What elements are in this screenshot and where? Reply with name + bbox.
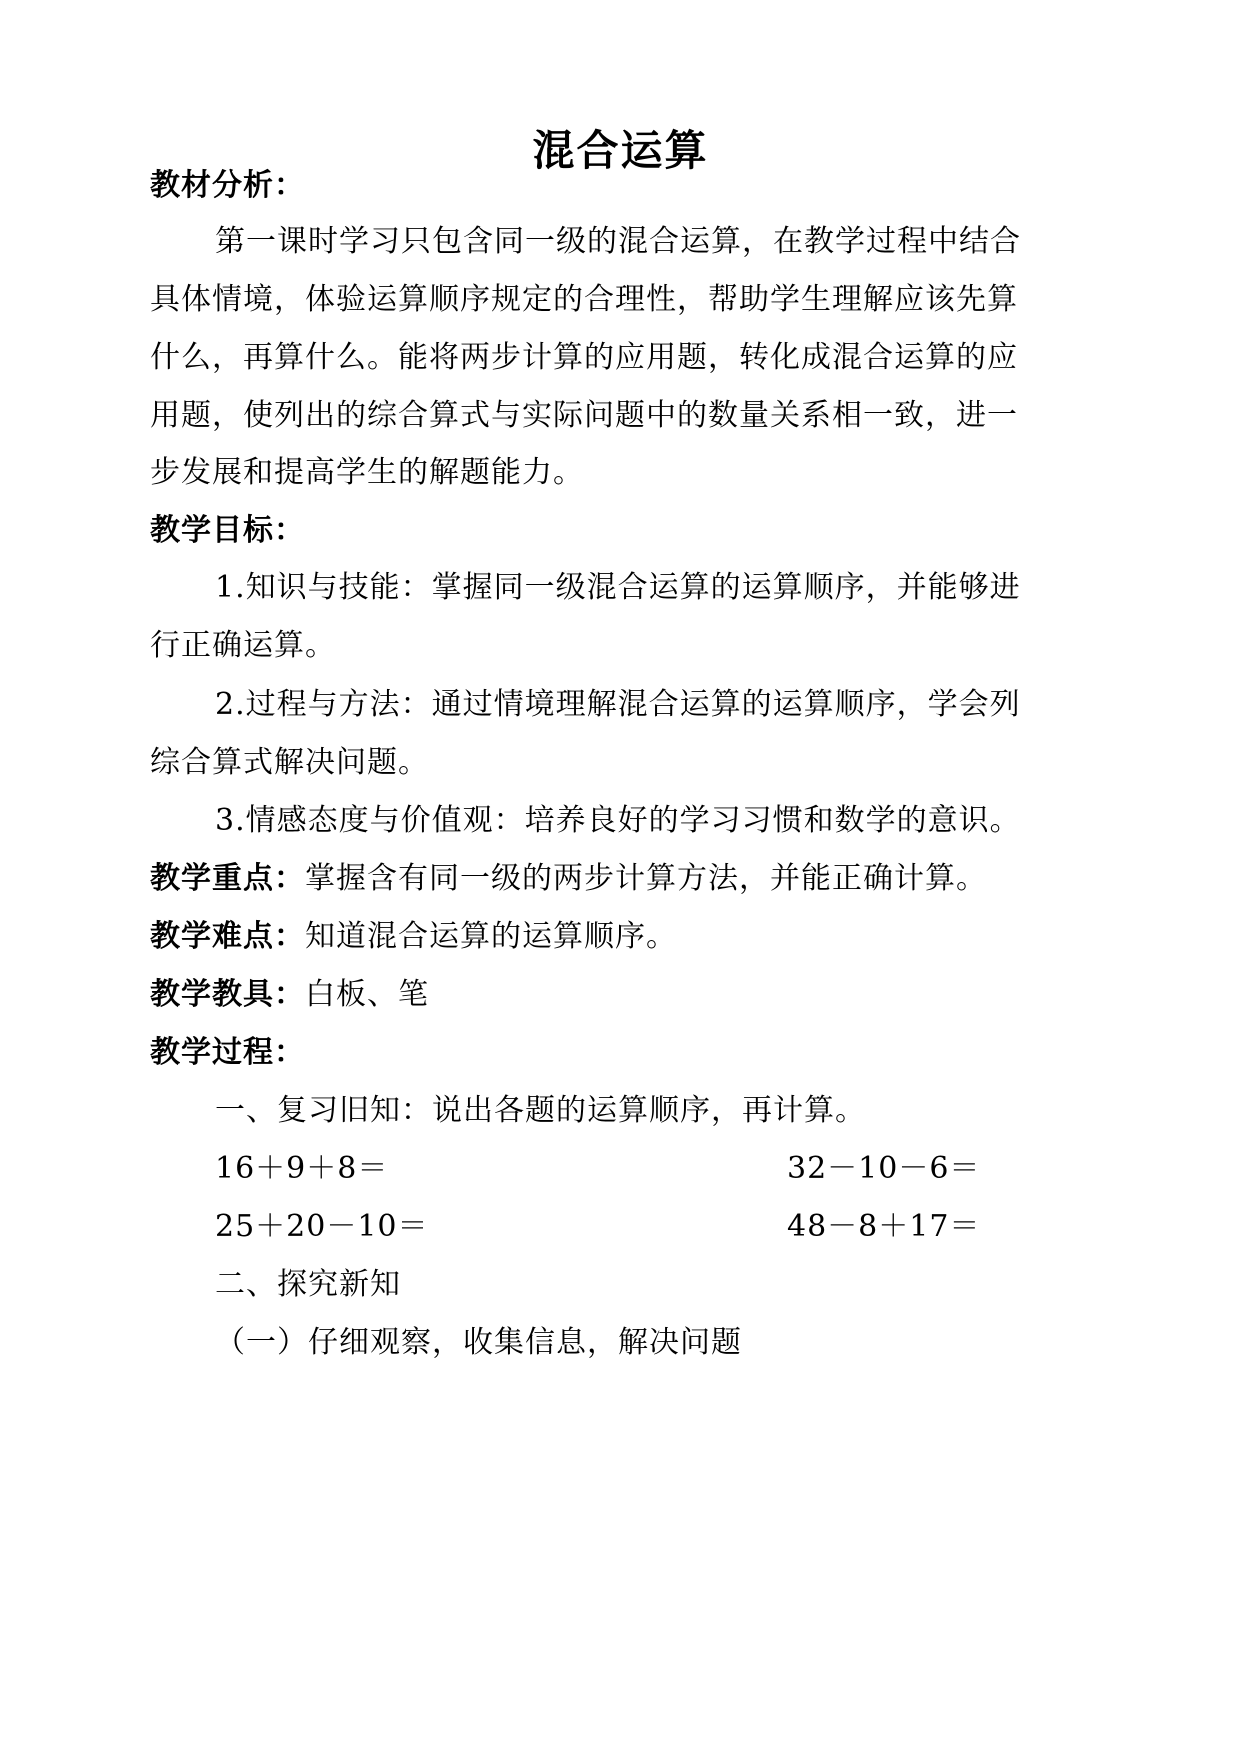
material-analysis-line-1: 第一课时学习只包含同一级的混合运算，在教学过程中结合: [215, 224, 1021, 259]
page-title: 混合运算: [532, 126, 709, 175]
difficulty-label: 教学难点：: [150, 919, 305, 954]
material-analysis-heading: 教材分析：: [150, 168, 305, 203]
objective-2-line-2: 综合算式解决问题。: [150, 745, 429, 780]
objective-1-line-1: 1.知识与技能：掌握同一级混合运算的运算顺序，并能够进: [215, 570, 1021, 605]
objective-1-line-2: 行正确运算。: [150, 628, 336, 663]
expression-2-right: 48－8＋17＝: [787, 1209, 981, 1244]
material-analysis-line-3: 什么，再算什么。能将两步计算的应用题，转化成混合运算的应: [150, 340, 1018, 375]
objective-3-line-1: 3.情感态度与价值观：培养良好的学习习惯和数学的意识。: [215, 803, 1021, 838]
material-analysis-line-2: 具体情境，体验运算顺序规定的合理性，帮助学生理解应该先算: [150, 282, 1018, 317]
process-heading: 教学过程：: [150, 1035, 305, 1070]
expression-1-right: 32－10－6＝: [787, 1151, 981, 1186]
expression-2-left: 25＋20－10＝: [215, 1209, 429, 1244]
key-point: [150, 859, 987, 899]
review-instruction: 一、复习旧知：说出各题的运算顺序，再计算。: [215, 1093, 866, 1128]
expression-1-left: 16＋9＋8＝: [215, 1151, 389, 1186]
material-analysis-line-4: 用题，使列出的综合算式与实际问题中的数量关系相一致，进一: [150, 398, 1018, 433]
objectives-heading: 教学目标：: [150, 513, 305, 548]
difficulty-text: 知道混合运算的运算顺序。: [305, 919, 677, 954]
key-point-text: 掌握含有同一级的两步计算方法，并能正确计算。: [305, 861, 987, 896]
explore-subsection-1: （一）仔细观察，收集信息，解决问题: [215, 1325, 742, 1360]
material-analysis-line-5: 步发展和提高学生的解题能力。: [150, 455, 584, 490]
objective-2-line-1: 2.过程与方法：通过情境理解混合运算的运算顺序，学会列: [215, 687, 1021, 722]
tools: [150, 975, 429, 1015]
explore-heading: 二、探究新知: [215, 1267, 401, 1302]
difficulty: [150, 917, 677, 957]
key-point-label: 教学重点：: [150, 861, 305, 896]
tools-text: 白板、笔: [305, 977, 429, 1012]
tools-label: 教学教具：: [150, 977, 305, 1012]
